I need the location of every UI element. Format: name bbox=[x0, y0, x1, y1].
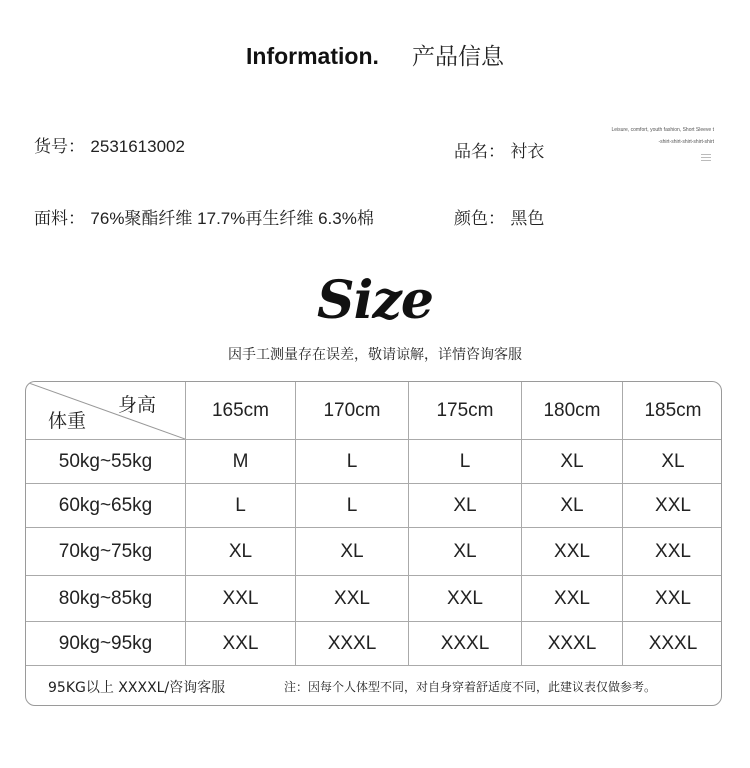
row-weight: 60kg~65kg bbox=[58, 494, 153, 516]
header-title-zh: 产品信息 bbox=[411, 44, 504, 70]
item-number bbox=[34, 132, 185, 157]
size-cell: XXL bbox=[622, 484, 722, 527]
size-cell: XL bbox=[521, 440, 622, 483]
tag-note-line1: Leisure, comfort, youth fashion, Short Sleeve t bbox=[611, 127, 714, 133]
size-cell: XXXL bbox=[295, 622, 408, 665]
color bbox=[454, 204, 544, 229]
size-cell: XXXL bbox=[408, 622, 521, 665]
size-cell: L bbox=[185, 484, 295, 527]
table-row bbox=[26, 527, 722, 575]
tag-note-line2: -shirt-shirt-shirt-shirt-shirt bbox=[658, 139, 714, 145]
product-name-label: 品名： bbox=[454, 142, 505, 162]
size-cell: XL bbox=[408, 484, 521, 527]
size-subtitle: 因手工测量存在误差，敬请谅解，详情咨询客服 bbox=[228, 347, 522, 363]
row-weight: 80kg~85kg bbox=[58, 587, 153, 609]
size-cell: XL bbox=[521, 484, 622, 527]
table-footer-row bbox=[26, 665, 722, 706]
size-cell: L bbox=[408, 440, 521, 483]
size-title: Size bbox=[317, 270, 433, 331]
header-title-en: Information. bbox=[246, 43, 379, 69]
size-cell: XXL bbox=[622, 528, 722, 575]
table-row bbox=[26, 439, 722, 483]
size-cell: L bbox=[295, 440, 408, 483]
table-corner bbox=[26, 382, 185, 438]
row-weight: 70kg~75kg bbox=[58, 540, 153, 562]
table-row bbox=[26, 575, 722, 621]
row-weight: 50kg~55kg bbox=[58, 450, 153, 472]
color-label: 颜色： bbox=[454, 209, 505, 229]
header-height-3: 175cm bbox=[408, 382, 521, 439]
tag-note bbox=[598, 124, 714, 148]
fabric bbox=[34, 204, 374, 229]
corner-weight-label: 体重 bbox=[48, 410, 87, 432]
table-row bbox=[26, 483, 722, 527]
corner-height-label: 身高 bbox=[118, 394, 157, 416]
row-weight: 90kg~95kg bbox=[58, 632, 153, 654]
fabric-label: 面料： bbox=[34, 209, 85, 229]
item-number-label: 货号： bbox=[34, 137, 85, 157]
size-cell: XXL bbox=[408, 576, 521, 621]
size-cell: XL bbox=[622, 440, 722, 483]
product-name-value: 衬衣 bbox=[510, 142, 545, 162]
footer-disclaimer: 注：因每个人体型不同，对自身穿着舒适度不同，此建议表仅做参考。 bbox=[284, 680, 657, 694]
item-number-value: 2531613002 bbox=[90, 137, 185, 156]
footer-oversize-note: 95KG以上 XXXXL/咨询客服 bbox=[48, 679, 226, 696]
size-cell: XXL bbox=[521, 576, 622, 621]
size-cell: XXL bbox=[185, 622, 295, 665]
header-height-4: 180cm bbox=[521, 382, 622, 439]
list-icon bbox=[701, 154, 711, 164]
header-height-2: 170cm bbox=[295, 382, 408, 439]
product-name bbox=[454, 137, 544, 162]
size-cell: XXL bbox=[622, 576, 722, 621]
size-table bbox=[25, 381, 722, 706]
size-cell: XL bbox=[185, 528, 295, 575]
info-header bbox=[0, 38, 750, 71]
size-cell: XXXL bbox=[622, 622, 722, 665]
size-cell: XL bbox=[295, 528, 408, 575]
header-height-1: 165cm bbox=[185, 382, 295, 439]
size-cell: XXL bbox=[185, 576, 295, 621]
size-cell: XXL bbox=[295, 576, 408, 621]
color-value: 黑色 bbox=[510, 209, 545, 229]
header-height-5: 185cm bbox=[622, 382, 722, 439]
size-cell: XXL bbox=[521, 528, 622, 575]
table-row bbox=[26, 621, 722, 665]
size-cell: L bbox=[295, 484, 408, 527]
fabric-value: 76%聚酯纤维 17.7%再生纤维 6.3%棉 bbox=[90, 209, 374, 228]
table-header-row bbox=[26, 382, 722, 439]
size-cell: XXXL bbox=[521, 622, 622, 665]
size-cell: XL bbox=[408, 528, 521, 575]
size-cell: M bbox=[185, 440, 295, 483]
